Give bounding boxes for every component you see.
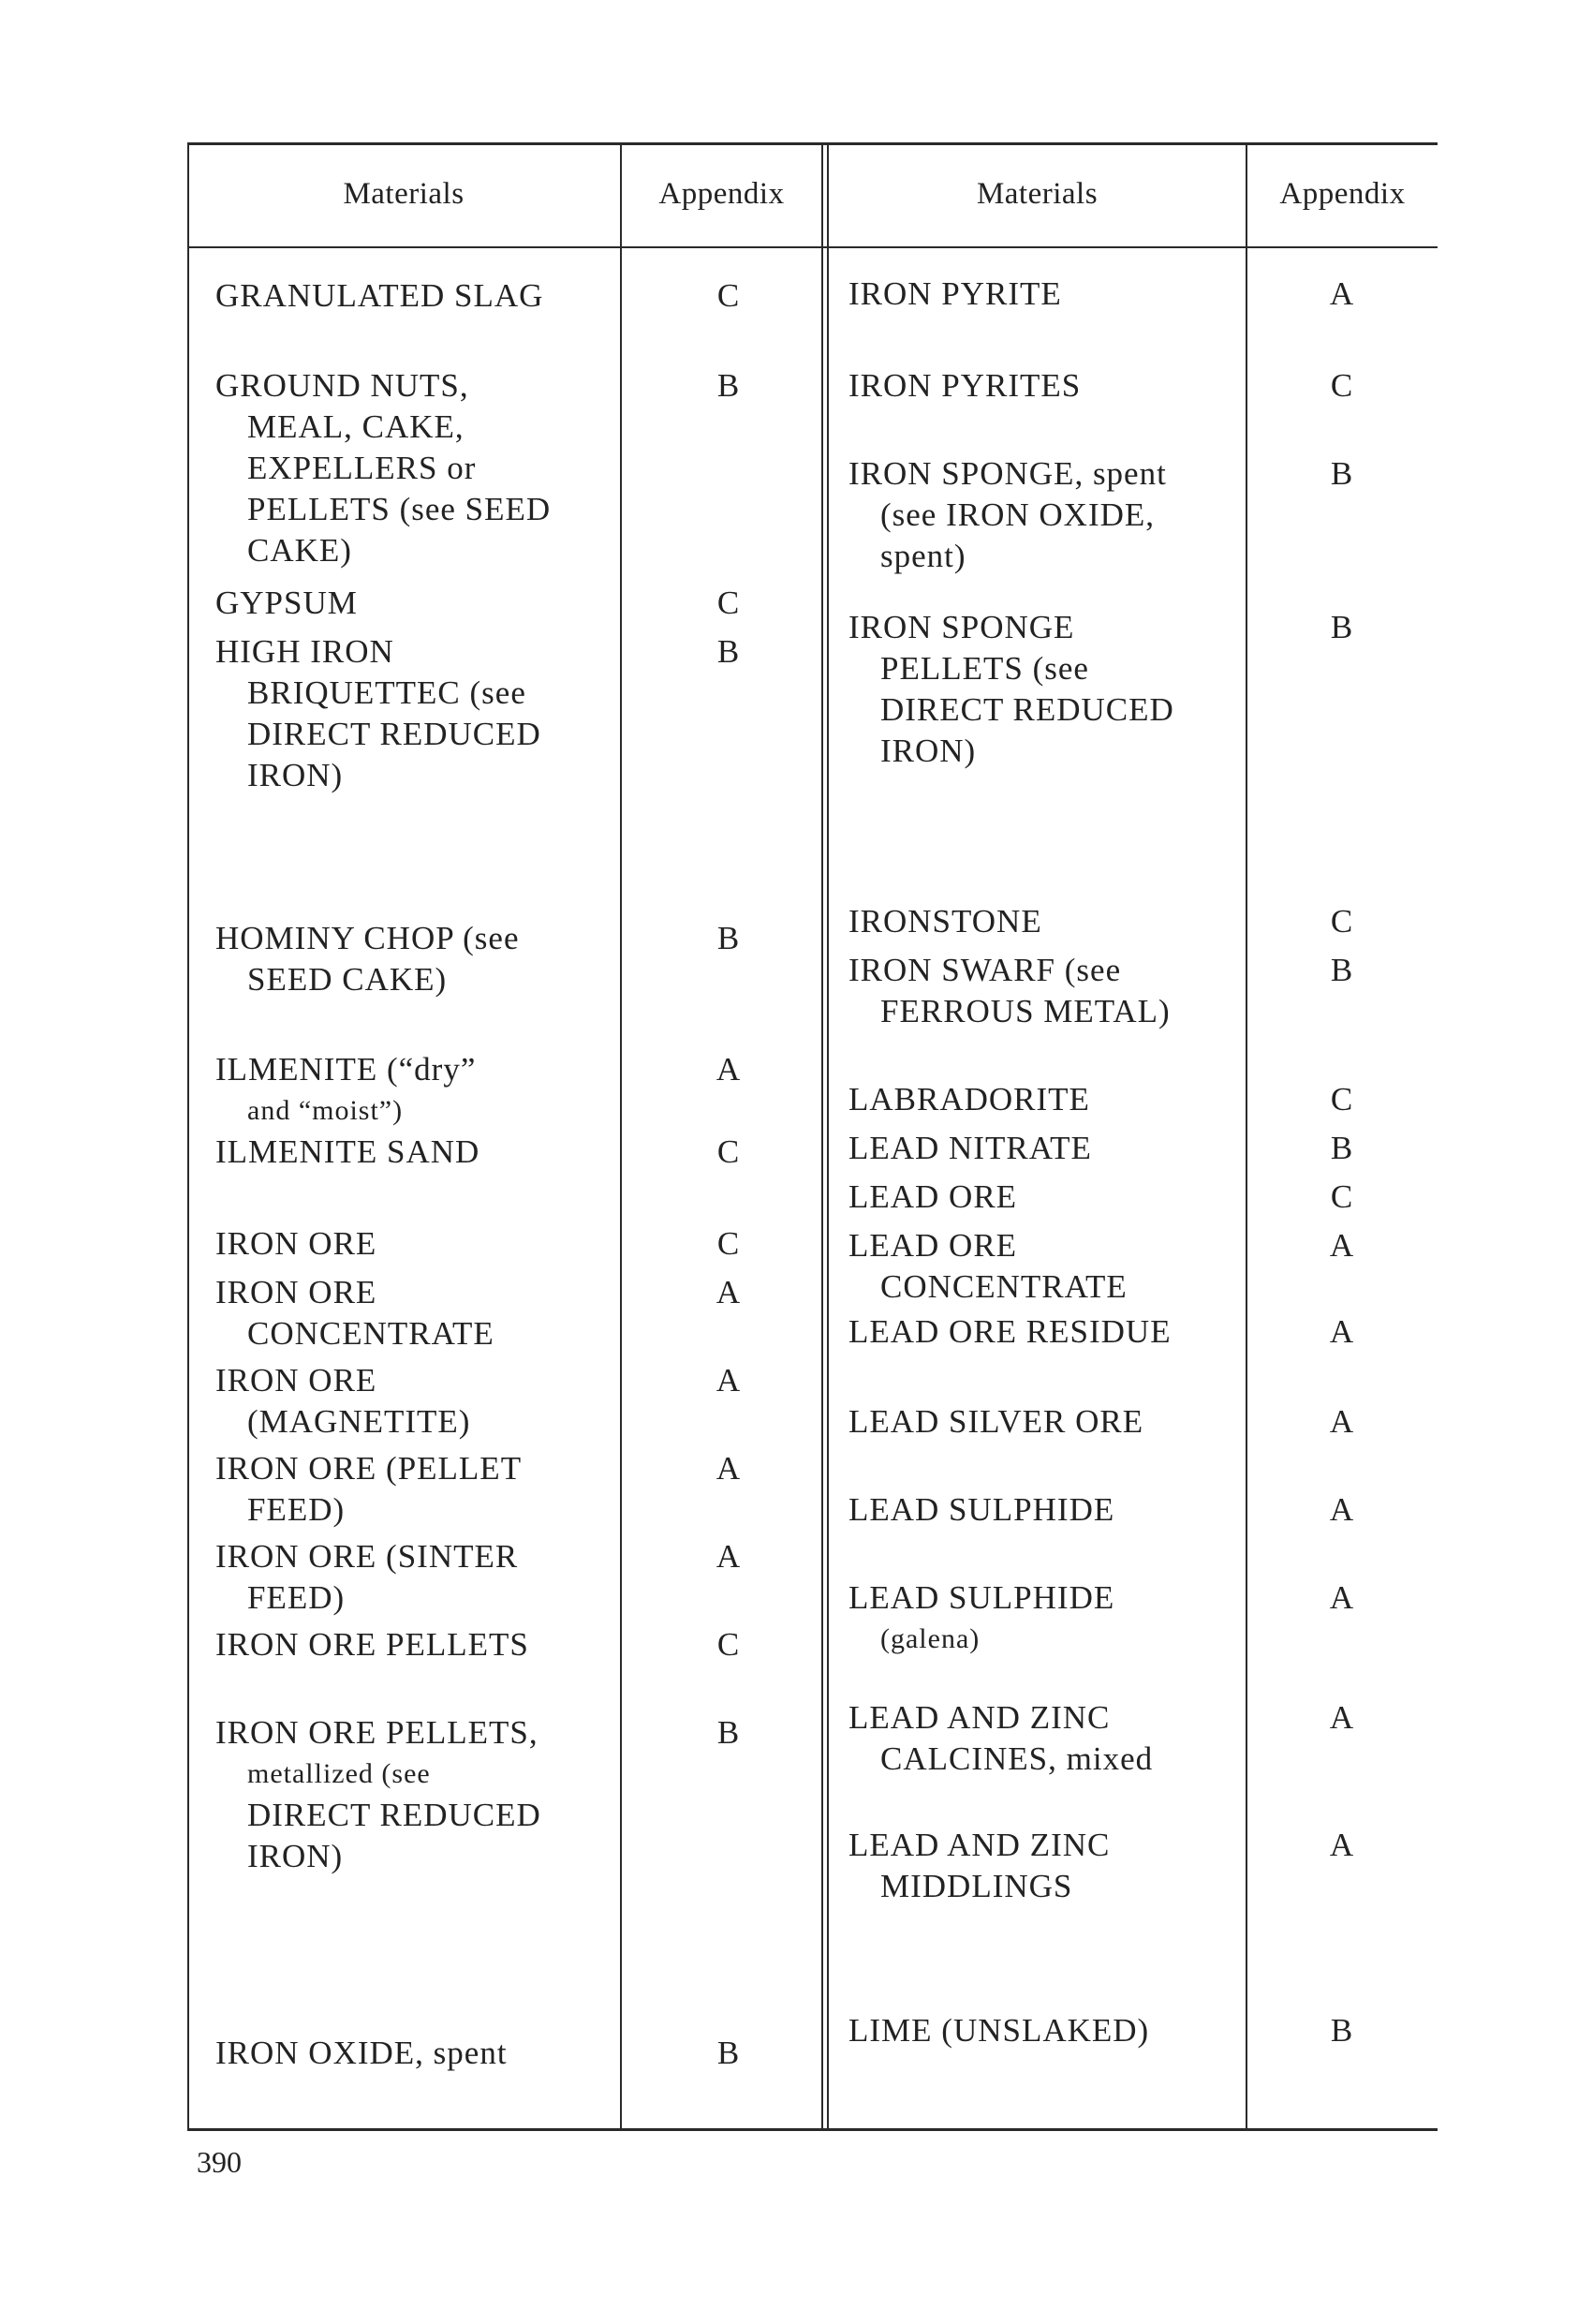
header-rule	[187, 246, 1438, 248]
right-appendix-10: A	[1329, 1313, 1355, 1350]
right-material-2	[848, 453, 1167, 577]
right-material-9	[848, 1225, 1128, 1308]
left-material-line: FEED)	[247, 1579, 346, 1616]
right-material-13	[848, 1577, 1114, 1660]
left-material-11	[215, 1536, 518, 1619]
left-material-line: GRANULATED SLAG	[215, 277, 544, 314]
right-material-line: IRON SWARF (see	[848, 952, 1122, 988]
right-material-16	[848, 2010, 1149, 2051]
right-appendix-16: B	[1330, 2012, 1354, 2049]
left-appendix-0: C	[716, 277, 741, 314]
left-appendix-13: B	[716, 1714, 741, 1751]
right-appendix-4: C	[1330, 903, 1354, 940]
right-appendix-9: A	[1329, 1227, 1355, 1264]
left-material-1	[215, 365, 551, 571]
right-material-line: (see IRON OXIDE,	[880, 496, 1156, 533]
right-material-line: DIRECT REDUCED	[880, 691, 1174, 728]
right-material-8	[848, 1177, 1017, 1218]
left-border	[187, 142, 189, 2131]
left-material-line: DIRECT REDUCED	[247, 716, 541, 752]
right-material-line: LEAD ORE	[848, 1227, 1018, 1264]
right-material-line: FERROUS METAL)	[880, 993, 1171, 1029]
right-material-line: LEAD NITRATE	[848, 1130, 1092, 1166]
right-material-5	[848, 950, 1171, 1032]
right-material-line: IRON)	[880, 733, 977, 769]
materials-table	[187, 142, 1438, 2131]
left-appendix-3: B	[716, 633, 741, 670]
right-material-line: LEAD SULPHIDE	[848, 1579, 1115, 1616]
right-material-line: LIME (UNSLAKED)	[848, 2012, 1150, 2049]
left-material-line: IRON)	[247, 1838, 344, 1874]
left-material-line: IRON ORE	[215, 1274, 377, 1310]
right-material-line: IRON SPONGE	[848, 609, 1075, 645]
right-appendix-13: A	[1329, 1579, 1355, 1616]
left-material-line: HIGH IRON	[215, 633, 394, 670]
left-material-line: IRON ORE	[215, 1225, 377, 1262]
right-material-line: LEAD AND ZINC	[848, 1699, 1111, 1736]
left-material-line: SEED CAKE)	[247, 961, 448, 998]
left-material-3	[215, 631, 541, 796]
right-material-7	[848, 1128, 1092, 1169]
left-material-8	[215, 1272, 494, 1354]
right-material-10	[848, 1311, 1172, 1353]
left-material-14	[215, 2033, 508, 2074]
left-material-line: MEAL, CAKE,	[247, 408, 465, 445]
left-material-line: and “moist”)	[247, 1095, 404, 1126]
right-material-3	[848, 607, 1174, 772]
header-right-appendix: Appendix	[1279, 177, 1406, 211]
header-left-materials: Materials	[343, 177, 465, 211]
right-appendix-8: C	[1330, 1178, 1354, 1215]
left-material-line: GROUND NUTS,	[215, 367, 469, 404]
left-material-0	[215, 275, 543, 317]
header-left-appendix: Appendix	[658, 177, 785, 211]
right-material-15	[848, 1825, 1110, 1907]
right-material-line: LEAD ORE RESIDUE	[848, 1313, 1172, 1350]
right-material-line: CONCENTRATE	[880, 1268, 1128, 1305]
right-material-6	[848, 1079, 1090, 1120]
left-appendix-7: C	[716, 1225, 741, 1262]
right-appendix-6: C	[1330, 1081, 1354, 1118]
right-material-line: IRON PYRITES	[848, 367, 1082, 404]
header-right-materials: Materials	[976, 177, 1099, 211]
right-column-divider	[1246, 142, 1247, 2131]
left-appendix-8: A	[715, 1274, 742, 1310]
right-appendix-3: B	[1330, 609, 1354, 645]
left-material-line: CONCENTRATE	[247, 1315, 494, 1352]
left-material-line: IRON ORE (SINTER	[215, 1538, 519, 1575]
left-appendix-14: B	[716, 2035, 741, 2071]
right-material-line: MIDDLINGS	[880, 1868, 1073, 1904]
right-appendix-5: B	[1330, 952, 1354, 988]
right-material-line: IRONSTONE	[848, 903, 1042, 940]
left-material-line: IRON OXIDE, spent	[215, 2035, 508, 2071]
right-material-line: LEAD SULPHIDE	[848, 1491, 1115, 1528]
left-material-line: IRON ORE PELLETS,	[215, 1714, 538, 1751]
right-material-line: CALCINES, mixed	[880, 1740, 1154, 1777]
left-material-line: IRON ORE PELLETS	[215, 1626, 529, 1663]
left-material-line: HOMINY CHOP (see	[215, 920, 520, 956]
left-material-12	[215, 1624, 529, 1665]
left-appendix-9: A	[715, 1362, 742, 1399]
right-appendix-7: B	[1330, 1130, 1354, 1166]
right-material-line: LEAD AND ZINC	[848, 1827, 1111, 1863]
right-material-11	[848, 1401, 1143, 1443]
right-appendix-12: A	[1329, 1491, 1355, 1528]
left-material-6	[215, 1132, 479, 1173]
right-appendix-2: B	[1330, 455, 1354, 492]
left-material-10	[215, 1448, 522, 1531]
right-appendix-1: C	[1330, 367, 1354, 404]
right-material-1	[848, 365, 1081, 407]
left-appendix-2: C	[716, 585, 741, 621]
left-material-line: EXPELLERS or	[247, 450, 477, 486]
left-material-line: IRON ORE	[215, 1362, 377, 1399]
left-appendix-6: C	[716, 1133, 741, 1170]
right-material-line: LEAD SILVER ORE	[848, 1403, 1144, 1440]
right-material-line: (galena)	[880, 1623, 981, 1654]
left-material-4	[215, 918, 520, 1000]
right-material-line: LABRADORITE	[848, 1081, 1090, 1118]
left-material-5	[215, 1049, 476, 1132]
left-column-divider	[620, 142, 622, 2131]
right-appendix-14: A	[1329, 1699, 1355, 1736]
left-material-line: BRIQUETTEC (see	[247, 674, 526, 711]
left-material-13	[215, 1712, 541, 1877]
left-material-line: ILMENITE (“dry”	[215, 1051, 477, 1088]
right-material-line: LEAD ORE	[848, 1178, 1018, 1215]
left-material-line: ILMENITE SAND	[215, 1133, 480, 1170]
left-appendix-10: A	[715, 1450, 742, 1487]
left-appendix-5: A	[715, 1051, 742, 1088]
left-material-line: IRON ORE (PELLET	[215, 1450, 523, 1487]
left-material-line: DIRECT REDUCED	[247, 1797, 541, 1833]
right-appendix-11: A	[1329, 1403, 1355, 1440]
left-material-line: metallized (see	[247, 1758, 431, 1789]
left-material-line: FEED)	[247, 1491, 346, 1528]
left-material-line: IRON)	[247, 757, 344, 793]
right-material-12	[848, 1489, 1114, 1531]
left-material-9	[215, 1360, 470, 1443]
left-material-line: GYPSUM	[215, 585, 358, 621]
right-material-0	[848, 274, 1062, 315]
left-material-line: (MAGNETITE)	[247, 1403, 471, 1440]
left-appendix-11: A	[715, 1538, 742, 1575]
left-material-7	[215, 1223, 376, 1265]
left-appendix-1: B	[716, 367, 741, 404]
center-double-divider	[821, 142, 829, 2131]
right-appendix-15: A	[1329, 1827, 1355, 1863]
left-appendix-4: B	[716, 920, 741, 956]
right-material-line: spent)	[880, 538, 966, 574]
right-appendix-0: A	[1329, 275, 1355, 312]
right-material-14	[848, 1697, 1153, 1780]
right-material-line: IRON PYRITE	[848, 275, 1062, 312]
left-material-2	[215, 583, 358, 624]
left-material-line: PELLETS (see SEED	[247, 491, 552, 527]
page-number: 390	[197, 2145, 242, 2179]
table-bottom-rule	[187, 2128, 1438, 2131]
right-material-line: PELLETS (see	[880, 650, 1089, 687]
left-appendix-12: C	[716, 1626, 741, 1663]
left-material-line: CAKE)	[247, 532, 352, 569]
right-material-line: IRON SPONGE, spent	[848, 455, 1167, 492]
right-material-4	[848, 901, 1042, 942]
